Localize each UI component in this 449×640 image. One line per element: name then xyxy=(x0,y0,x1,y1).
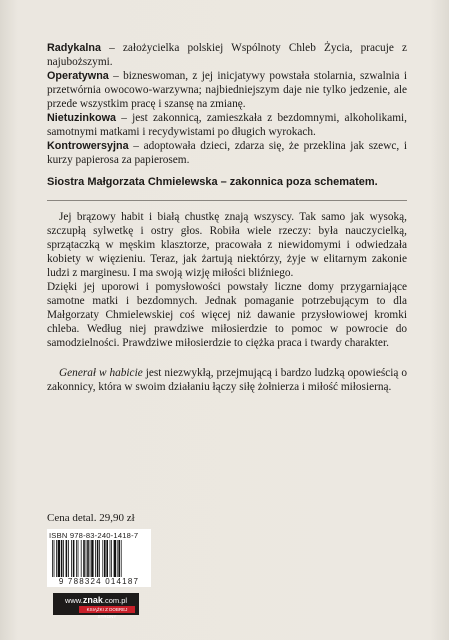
barcode-bar xyxy=(117,540,118,577)
barcode-bar xyxy=(86,540,87,577)
barcode-bar xyxy=(52,540,53,577)
paragraph-mercy: Dzięki jej uporowi i pomysłowości powstały liczne domy przygarniające samotne matki i bezdomnych. Jednak pomaganie potrzebującym to dla Małgorzaty Chmielewskiej coś więcej niż dawanie przysłowiowej kromki chleba. Według niej prawdziwe miłosierdzie to pomoc w powrocie do samodzielności. Prawdziwe miłosierdzie to ciężka praca i twardy charakter. xyxy=(47,281,407,349)
barcode-digits: 9 788324 014187 xyxy=(58,577,140,586)
barcode-bar xyxy=(63,540,64,577)
barcode xyxy=(47,529,151,587)
retail-price: Cena detal. 29,90 zł xyxy=(47,512,135,524)
barcode-bar xyxy=(73,540,75,577)
barcode-bar xyxy=(83,540,85,577)
blurb-content xyxy=(47,41,407,394)
publisher-tagline: KSIĄŻKI Z DOBREJ STRONY xyxy=(79,606,135,613)
barcode-bars xyxy=(52,540,146,577)
publisher-url-suffix: .com.pl xyxy=(102,596,128,605)
book-title: Generał w habicie xyxy=(59,367,143,379)
barcode-bar xyxy=(99,540,100,577)
barcode-bar xyxy=(68,540,69,577)
descriptor-kontrowersyjna xyxy=(47,139,407,167)
publisher-url xyxy=(55,595,137,605)
barcode-bar xyxy=(114,540,116,577)
barcode-bar xyxy=(71,540,72,577)
barcode-bar xyxy=(97,540,99,577)
barcode-bar xyxy=(87,540,89,577)
publisher-brand: znak xyxy=(82,595,103,605)
barcode-bar xyxy=(54,540,55,577)
barcode-bar xyxy=(110,540,111,577)
barcode-bar xyxy=(118,540,120,577)
descriptor-term: Operatywna xyxy=(47,70,109,82)
barcode-bar xyxy=(78,540,79,577)
barcode-bar xyxy=(95,540,96,577)
barcode-bar xyxy=(121,540,122,577)
divider xyxy=(47,200,407,201)
barcode-bar xyxy=(104,540,106,577)
barcode-bar xyxy=(106,540,108,577)
closing-text: jest niezwykłą, przejmującą i bardzo ludzką opowieścią o zakonnicy, która w swoim działaniu łączy siłę żołnierza i miłość miłosierną. xyxy=(47,367,407,393)
descriptor-text: – bizneswoman, z jej inicjatywy powstała stolarnia, szwalnia i przetwórnia owocowo-warzywna; najbiedniejszym daje nie tylko jedzenie, ale przede wszystkim pracę i szansę na zmianę. xyxy=(47,70,407,110)
section-heading: Siostra Małgorzata Chmielewska – zakonnica poza schematem. xyxy=(47,176,378,188)
barcode-bar xyxy=(91,540,93,577)
isbn-label: ISBN 978-83-240-1418-7 xyxy=(49,531,139,540)
barcode-bar xyxy=(66,540,68,577)
closing-paragraph xyxy=(47,366,407,394)
descriptor-operatywna xyxy=(47,69,407,111)
barcode-bar xyxy=(90,540,91,577)
barcode-bar xyxy=(111,540,112,577)
barcode-bar xyxy=(102,540,103,577)
descriptor-term: Radykalna xyxy=(47,42,102,54)
barcode-bar xyxy=(58,540,60,577)
publisher-logo xyxy=(53,593,139,619)
descriptor-text: – założycielka polskiej Wspólnoty Chleb Życia, pracuje z najuboższymi. xyxy=(47,42,407,68)
descriptor-radykalna xyxy=(47,41,407,69)
descriptor-term: Nietuzinkowa xyxy=(47,112,116,124)
barcode-bar xyxy=(81,540,82,577)
paragraph-intro: Jej brązowy habit i białą chustkę znają wszyscy. Tak samo jak wysoką, szczupłą sylwetkę i ostry głos. Robiła wiele rzeczy: była nauczycielką, sprzątaczką w męskim klasztorze, pracowała z niewidomymi i odwiedzała kobiety w więzieniu. Teraz, jak żartują niektórzy, żyje w elitarnym zakonie ludzi z marginesu. I ma swoją wizję miłości bliźniego. xyxy=(47,211,407,279)
barcode-bar xyxy=(76,540,77,577)
barcode-bar xyxy=(61,540,63,577)
descriptor-text: – jest zakonnicą, zamieszkała z bezdomnymi, alkoholikami, samotnymi matkami i recydywistami po długich wyrokach. xyxy=(47,112,407,138)
descriptor-text: – adoptowała dzieci, zdarza się, że przeklina jak szewc, i kurzy papierosa za papierosem. xyxy=(47,140,407,166)
barcode-bar xyxy=(56,540,57,577)
descriptor-nietuzinkowa xyxy=(47,111,407,139)
descriptor-term: Kontrowersyjna xyxy=(47,140,129,152)
publisher-url-prefix: www. xyxy=(64,596,83,605)
